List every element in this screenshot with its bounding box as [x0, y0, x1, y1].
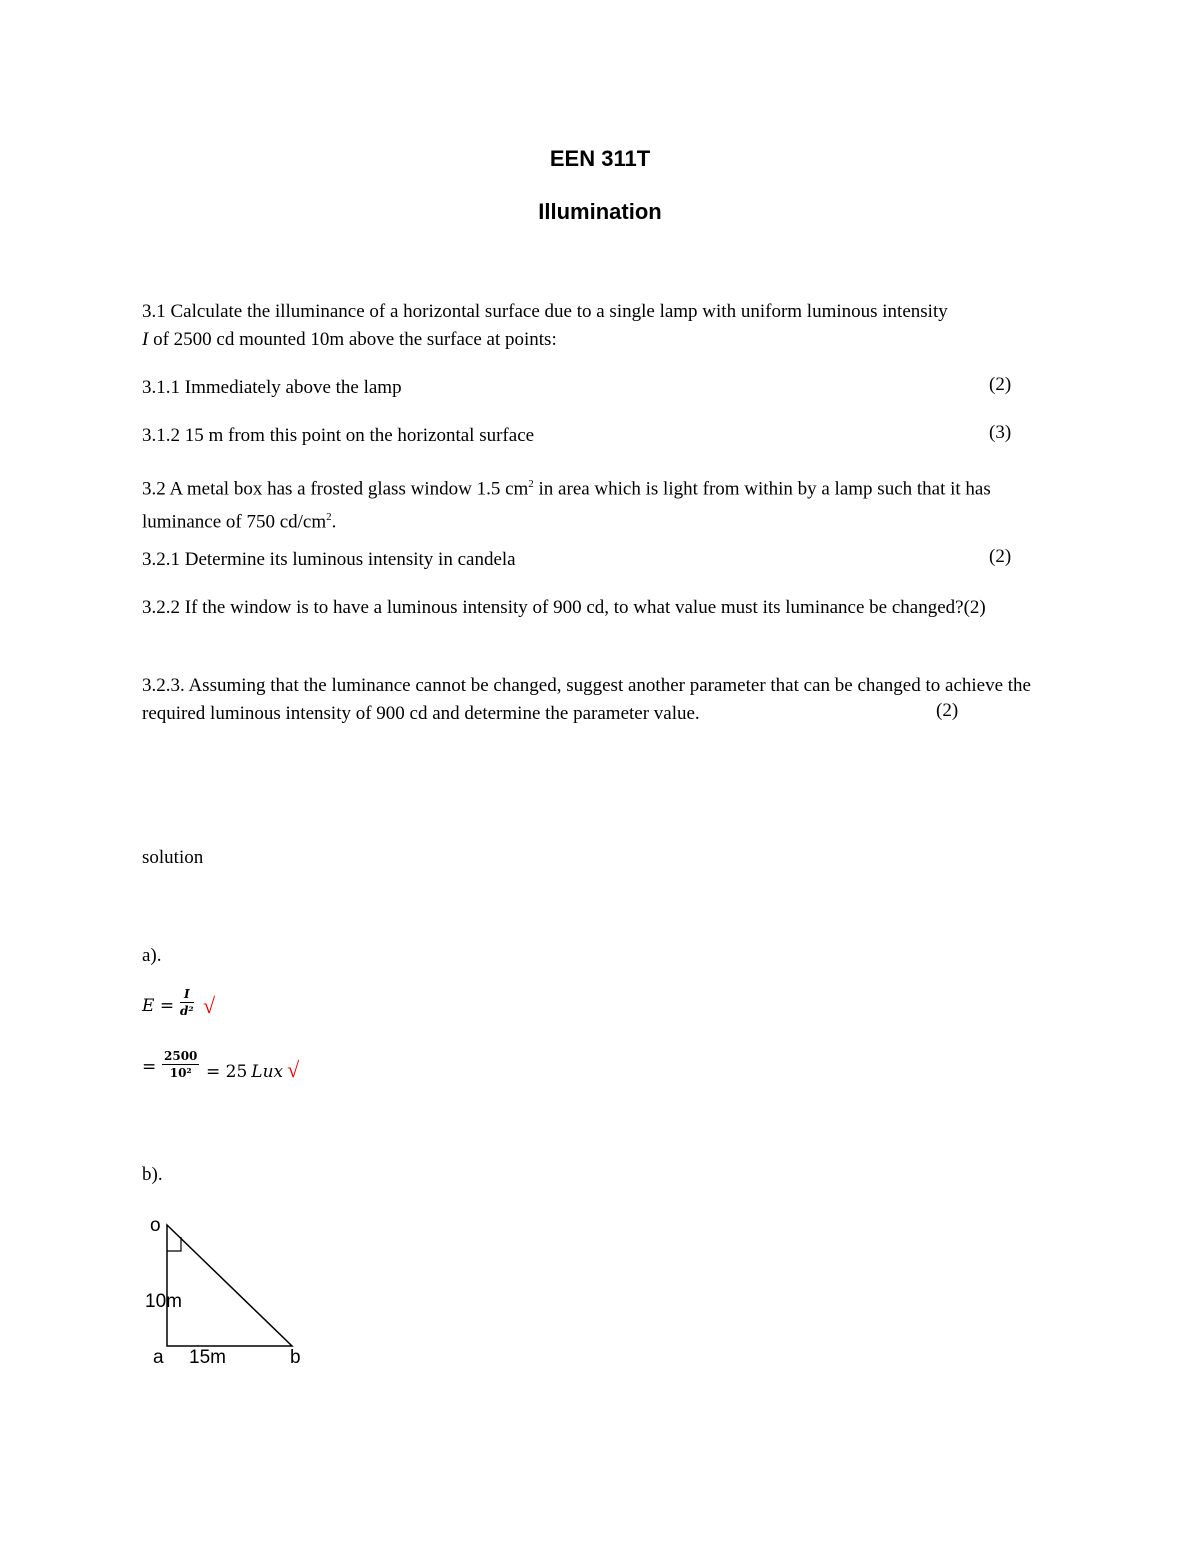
question-3-2-2-text: 3.2.2 If the window is to have a luminous intensity of 900 cd, to what value must its luminance be changed?(2) — [142, 597, 986, 618]
fraction-numerator: 2500 — [164, 1049, 198, 1063]
check-mark-icon: √ — [287, 1057, 300, 1082]
question-3-2-1-text: 3.2.1 Determine its luminous intensity in candela — [142, 549, 516, 570]
question-3-2-3-marks: (2) — [936, 700, 959, 721]
fraction-numerator: I — [180, 987, 194, 1003]
equals-sign: = — [142, 1057, 157, 1077]
page-title: Illumination — [538, 199, 662, 224]
part-b-label: b). — [142, 1164, 163, 1185]
label-o: o — [150, 1215, 161, 1236]
question-3-2-text-b: in area which is light from within by a lamp such that it has luminance of 750 cd/cm — [142, 478, 991, 533]
part-a-label: a). — [142, 945, 162, 966]
fraction-denominator: d² — [180, 1004, 194, 1018]
label-base: 15m — [189, 1347, 226, 1368]
label-b: b — [290, 1347, 301, 1368]
superscript: 2 — [528, 478, 534, 490]
question-3-1-2-marks: (3) — [989, 422, 1012, 443]
result-unit: Lux — [251, 1062, 284, 1082]
right-angle-marker — [167, 1237, 181, 1251]
superscript: 2 — [326, 511, 332, 524]
intensity-symbol: I — [142, 329, 149, 350]
equation-lhs: E = — [142, 996, 175, 1016]
question-3-1-2-text: 3.1.2 15 m from this point on the horizontal surface — [142, 425, 535, 446]
check-mark-icon: √ — [203, 993, 216, 1018]
question-3-1-text: 3.1 Calculate the illuminance of a horizontal surface due to a single lamp with uniform luminous intensity — [142, 301, 948, 322]
question-3-2-text-c: . — [331, 511, 337, 533]
question-3-1-1-marks: (2) — [989, 374, 1012, 395]
question-3-1-1-text: 3.1.1 Immediately above the lamp — [142, 377, 402, 398]
question-3-2-text-a: 3.2 A metal box has a frosted glass window 1.5 cm — [142, 478, 529, 500]
fraction-denominator: 10² — [169, 1066, 192, 1080]
label-a: a — [153, 1347, 164, 1368]
question-3-2-3-text: 3.2.3. Assuming that the luminance cannot be changed, suggest another parameter that can be changed to achieve the required luminous intensity of 900 cd and determine the parameter value. — [142, 675, 1031, 724]
triangle-shape — [167, 1225, 292, 1346]
result-value: = 25 — [206, 1062, 248, 1082]
label-height: 10m — [145, 1291, 182, 1312]
course-code: EEN 311T — [549, 146, 651, 171]
question-3-1-text-cont: of 2500 cd mounted 10m above the surface at points: — [148, 329, 557, 350]
question-3-2-1-marks: (2) — [989, 546, 1012, 567]
solution-label: solution — [142, 847, 204, 868]
